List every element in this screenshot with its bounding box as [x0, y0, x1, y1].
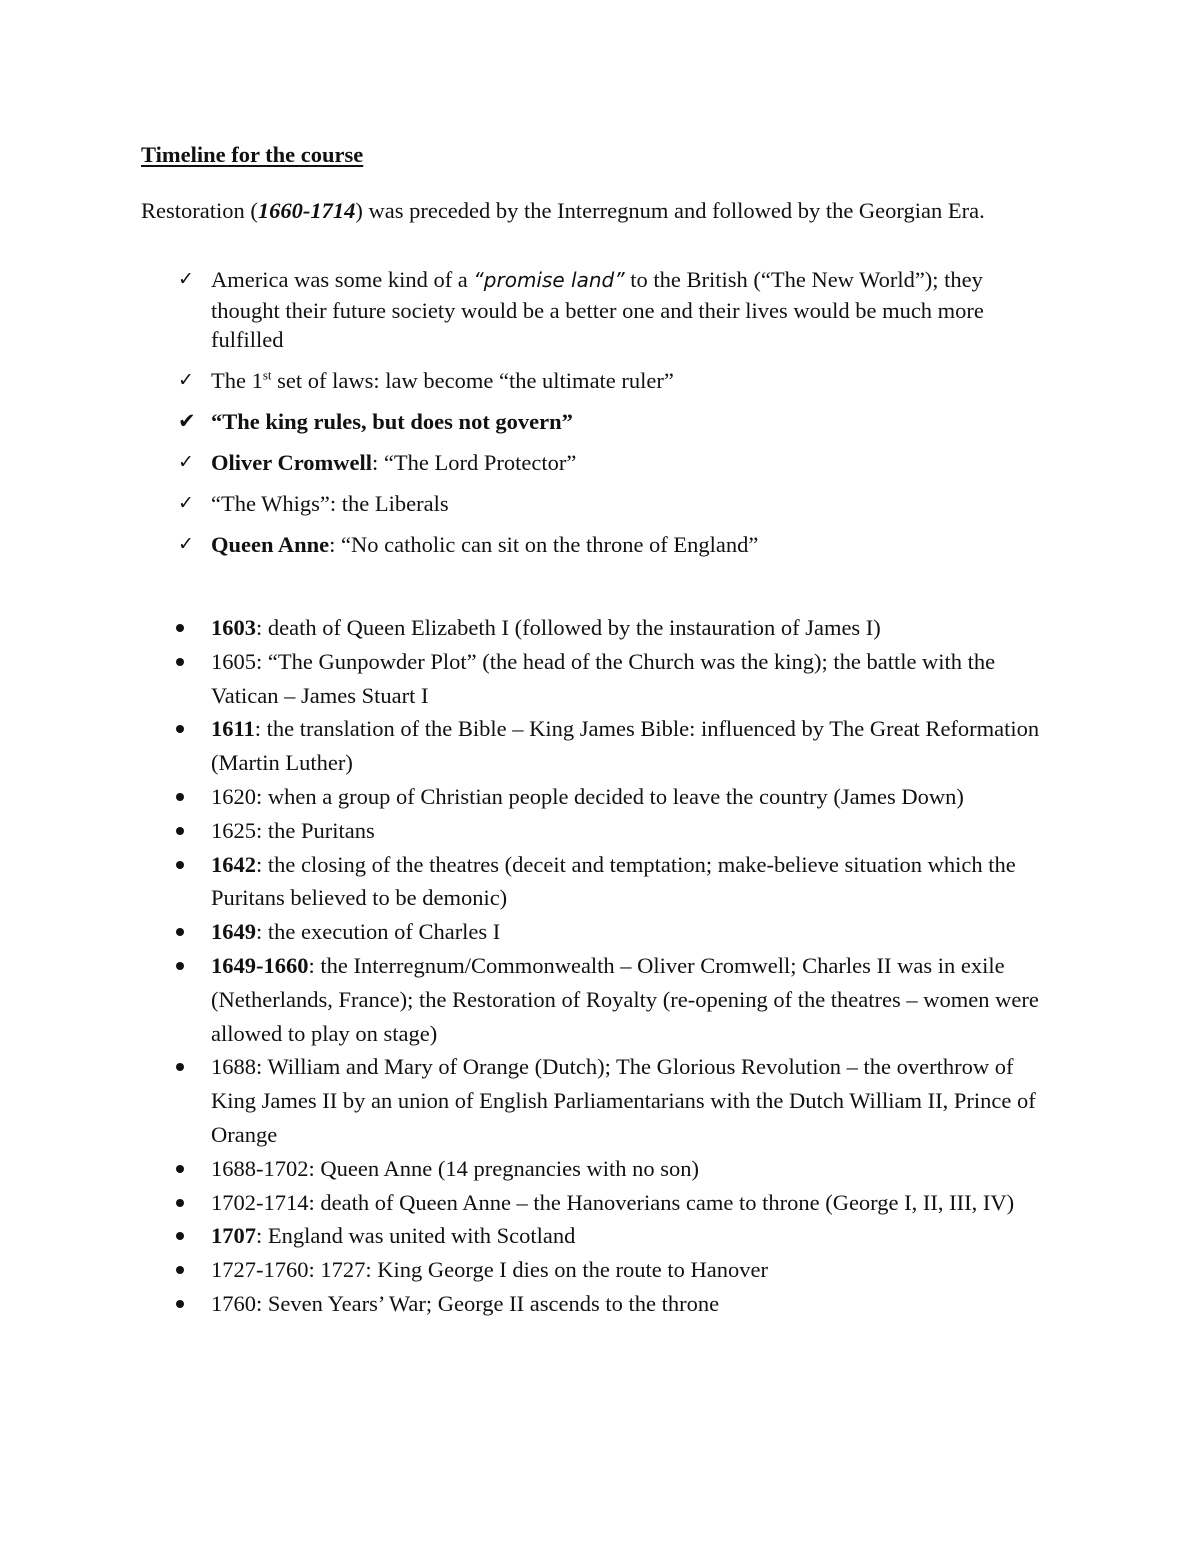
- bullet-icon: [176, 1300, 184, 1308]
- timeline-text: : the Interregnum/Commonwealth – Oliver Cromwell; Charles II was in exile (Netherlands, France); the Restoration of Royalty (re-opening of the theatres – women were allowed to play on stage): [211, 952, 1039, 1046]
- timeline-text: : Queen Anne (14 pregnancies with no son): [308, 1155, 700, 1181]
- bullet-icon: [176, 725, 184, 733]
- bullet-icon: [176, 928, 184, 936]
- bullet-icon: [176, 1232, 184, 1240]
- bullet-icon: [176, 1063, 184, 1071]
- timeline-year: 1688-1702: [211, 1155, 309, 1181]
- bullet-icon: [176, 658, 184, 666]
- timeline-item: [0, 1152, 1061, 1186]
- timeline-item: [0, 915, 1061, 949]
- checklist-item: ✓ “The Whigs”: the Liberals: [0, 489, 1041, 519]
- timeline-item: [0, 1287, 1061, 1321]
- checkmark-icon: ✓: [178, 492, 194, 514]
- timeline-text: : William and Mary of Orange (Dutch); The Glorious Revolution – the overthrow of King James II by an union of English Parliamentarians with the Dutch William II, Prince of Orange: [211, 1054, 1036, 1147]
- intro-text-after: ) was preceded by the Interregnum and followed by the Georgian Era.: [355, 198, 985, 223]
- timeline-text: : when a group of Christian people decided to leave the country (James Down): [256, 783, 964, 809]
- timeline-year: 1649-1660: [211, 952, 309, 978]
- timeline-text: : the translation of the Bible – King James Bible: influenced by The Great Reformation (Martin Luther): [211, 716, 1040, 776]
- timeline-item: [0, 1219, 1061, 1253]
- timeline-text: : the closing of the theatres (deceit and temptation; make-believe situation which the Puritans believed to be demonic): [211, 851, 1016, 911]
- intro-years: 1660-1714: [257, 198, 356, 223]
- timeline-text: : England was united with Scotland: [256, 1223, 576, 1249]
- checklist-item: ✓ Queen Anne: “No catholic can sit on the throne of England”: [0, 530, 1041, 560]
- bullet-icon: [176, 1266, 184, 1274]
- timeline-item: [0, 712, 1061, 780]
- bullet-icon: [176, 624, 184, 632]
- timeline-text: : death of Queen Anne – the Hanoverians came to throne (George I, II, III, IV): [308, 1189, 1015, 1215]
- checklist: [0, 265, 1200, 571]
- timeline-text: : “The Gunpowder Plot” (the head of the Church was the king); the battle with the Vatican – James Stuart I: [211, 648, 996, 708]
- timeline-year: 1642: [211, 851, 256, 877]
- timeline-year: 1620: [211, 783, 256, 809]
- checklist-item: ✓ America was some kind of a “promise land” to the British (“The New World”); they thought their future society would be a better one and their lives would be much more fulfilled: [178, 267, 984, 352]
- bullet-icon: [176, 1165, 184, 1173]
- checkmark-icon: ✓: [178, 451, 194, 473]
- timeline-item: [0, 949, 1061, 1050]
- timeline-year: 1625: [211, 817, 256, 843]
- timeline-year: 1727-1760: [211, 1257, 309, 1283]
- checkmark-icon: ✓: [178, 533, 194, 555]
- timeline-item: [0, 780, 1061, 814]
- timeline-item: [0, 611, 1061, 645]
- timeline-year: 1603: [211, 615, 256, 640]
- timeline-year: 1760: [211, 1290, 256, 1316]
- timeline-list: [0, 611, 1200, 1321]
- italic-phrase: “promise land”: [473, 268, 625, 292]
- timeline-year: 1605: [211, 648, 256, 674]
- checkmark-icon: ✓: [178, 268, 194, 290]
- heavy-checkmark-icon: ✔: [178, 409, 196, 433]
- checkmark-icon: ✓: [178, 369, 194, 391]
- timeline-item: [0, 1050, 1061, 1151]
- timeline-year: 1707: [211, 1223, 256, 1249]
- timeline-item: [0, 1186, 1061, 1220]
- checklist-item: ✔ “The king rules, but does not govern”: [0, 407, 1041, 437]
- timeline-year: 1611: [211, 716, 255, 742]
- timeline-text: : death of Queen Elizabeth I (followed by the instauration of James I): [256, 615, 881, 640]
- bullet-icon: [176, 827, 184, 835]
- superscript: st: [262, 367, 272, 383]
- timeline-year: 1702-1714: [211, 1189, 309, 1215]
- timeline-year: 1688: [211, 1054, 256, 1080]
- checklist-item: ✓ Oliver Cromwell: “The Lord Protector”: [0, 448, 1041, 478]
- timeline-text: : the execution of Charles I: [256, 919, 501, 945]
- timeline-text: : Seven Years’ War; George II ascends to the throne: [256, 1290, 720, 1316]
- bullet-icon: [176, 1199, 184, 1207]
- timeline-item: [0, 1253, 1061, 1287]
- checklist-item: ✓ The 1st set of laws: law become “the ultimate ruler”: [0, 366, 1041, 396]
- timeline-text: : 1727: King George I dies on the route to Hanover: [308, 1257, 768, 1283]
- timeline-item: [0, 848, 1061, 916]
- bullet-icon: [176, 793, 184, 801]
- timeline-item: [0, 645, 1061, 713]
- timeline-year: 1649: [211, 919, 256, 945]
- document-title: Timeline for the course: [141, 142, 364, 167]
- intro-paragraph: [141, 196, 1071, 225]
- intro-text-before: Restoration (: [141, 198, 258, 223]
- timeline-text: : the Puritans: [256, 817, 375, 843]
- bullet-icon: [176, 861, 184, 869]
- bullet-icon: [176, 962, 184, 970]
- timeline-item: [0, 814, 1061, 848]
